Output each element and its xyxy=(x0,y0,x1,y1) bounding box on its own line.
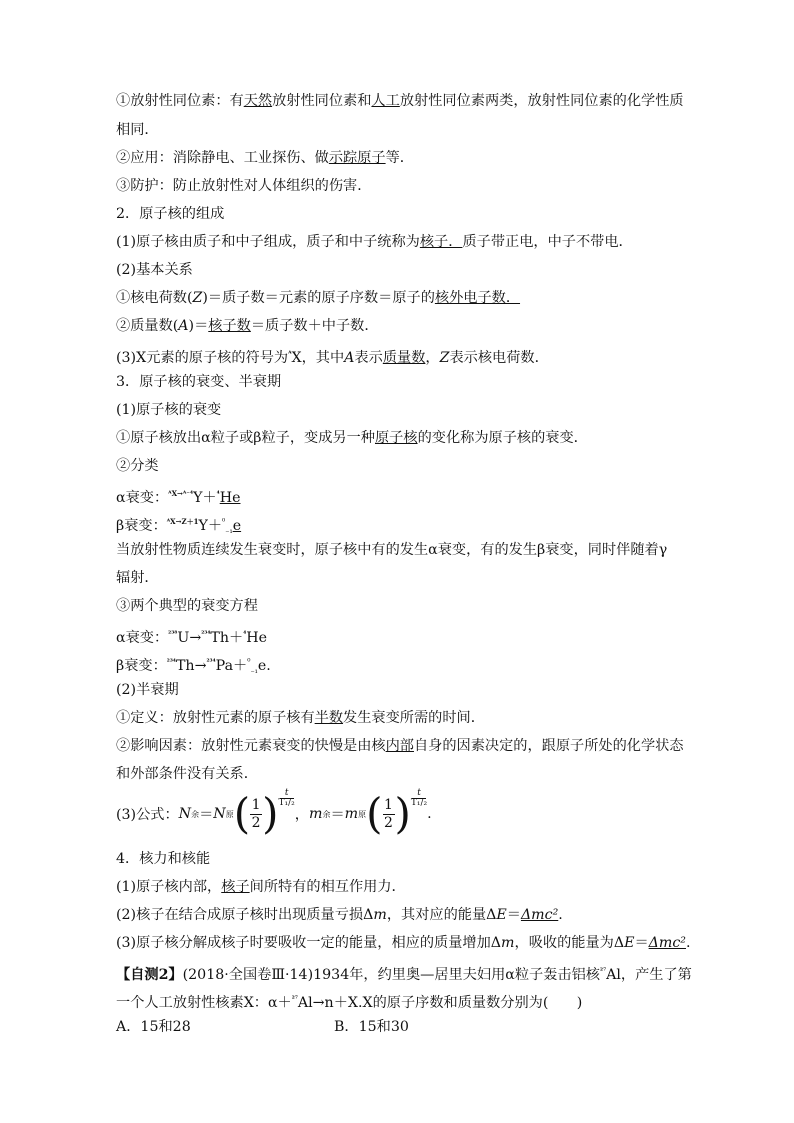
para-continuous-decay-cont: 辐射． xyxy=(116,570,159,586)
subheading-halflife: (2)半衰期 xyxy=(116,682,179,698)
para-nuclear-force: (1)原子核内部，核子间所特有的相互作用力． xyxy=(116,879,406,895)
para-influencing-factors: ②影响因素：放射性元素衰变的快慢是由核内部自身的因素决定的，跟原子所处的化学状态 xyxy=(116,738,684,754)
para-mass-increase: (3)原子核分解成核子时要吸收一定的能量，相应的质量增加Δm，吸收的能量为ΔE＝Δmc². xyxy=(116,935,691,951)
para-application: ②应用：消除静电、工业探伤、做示踪原子等． xyxy=(116,150,414,166)
option-b: B．15和30 xyxy=(334,1019,409,1035)
eq-beta-thorium: β衰变：$^{^{234}}$Th→$^{^{234}}$Pa＋$^{^0}_{_{-1}}$e. xyxy=(116,657,271,675)
para-nucleons: (1)原子核由质子和中子组成，质子和中子统称为核子．质子带正电，中子不带电． xyxy=(116,234,633,250)
left-paren: ( xyxy=(233,789,251,838)
subheading-typical-equations: ③两个典型的衰变方程 xyxy=(116,598,258,614)
heading-nuclear-force: 4．核力和核能 xyxy=(116,851,211,867)
para-continuous-decay: 当放射性物质连续发生衰变时，原子核中有的发生α衰变，有的发生β衰变，同时伴随着γ xyxy=(116,542,668,558)
para-influencing-factors-cont: 和外部条件没有关系． xyxy=(116,766,258,782)
para-isotopes-cont: 相同． xyxy=(116,122,159,138)
formula-halflife: (3)公式： N 余 ＝ N 原 ( $\frac{1}{2}$ ) t T₁/₂ ， m 余 ＝ m 原 ( $\frac{1}{2}$ ) t T₁/₂ . xyxy=(116,787,432,838)
para-charge-number: ①核电荷数(Z)＝质子数＝元素的原子序数＝原子的核外电子数． xyxy=(116,290,521,306)
heading-decay-halflife: 3．原子核的衰变、半衰期 xyxy=(116,374,282,390)
subheading-classification: ②分类 xyxy=(116,458,159,474)
subheading-basic-relations: (2)基本关系 xyxy=(116,262,193,278)
right-paren: ) xyxy=(262,789,279,838)
exponent-t-over-T: t T₁/₂ xyxy=(278,787,295,808)
para-protection: ③防护：防止放射性对人体组织的伤害． xyxy=(116,178,372,194)
para-halflife-definition: ①定义：放射性元素的原子核有半数发生衰变所需的时间． xyxy=(116,710,485,726)
para-nuclide-symbol: (3)X元素的原子核的符号为$^ᴬ$X，其中A表示质量数，Z表示核电荷数． xyxy=(116,349,549,366)
eq-alpha-uranium: α衰变：$^{^{238}}$U→$^{^{234}}$Th＋$^{^4}$He xyxy=(116,629,268,646)
option-a: A．15和28 xyxy=(116,1019,191,1035)
para-decay-definition: ①原子核放出α粒子或β粒子，变成另一种原子核的变化称为原子核的衰变． xyxy=(116,430,588,446)
eq-alpha-general: α衰变：$^{ᴬX\to ᴬ^{-4}}$Y＋$^{^4}$He xyxy=(116,489,241,506)
eq-beta-general: β衰变：$^{ᴬX\to Z+1}$Y＋$^{^0}_{_{-1}}$e xyxy=(116,517,242,535)
heading-nucleus-composition: 2．原子核的组成 xyxy=(116,206,225,222)
para-isotopes: ①放射性同位素：有天然放射性同位素和人工放射性同位素两类，放射性同位素的化学性质 xyxy=(116,93,684,109)
subheading-decay: (1)原子核的衰变 xyxy=(116,402,222,418)
question-self-test-2: 【自测2】(2018·全国卷Ⅲ·14)1934年，约里奥—居里夫妇用α粒子轰击铝核$^{^{27}}$Al，产生了第 xyxy=(116,966,692,983)
question-self-test-2-cont: 一个人工放射性核素X：α＋$^{^{27}}$Al→n＋X.X的原子序数和质量数分别为( ) xyxy=(116,994,583,1011)
para-mass-defect: (2)核子在结合成原子核时出现质量亏损Δm，其对应的能量ΔE＝Δmc². xyxy=(116,907,563,923)
para-mass-number: ②质量数(A)＝核子数＝质子数＋中子数． xyxy=(116,318,379,334)
fraction-one-half: $\frac{1}{2}$ xyxy=(251,796,261,831)
